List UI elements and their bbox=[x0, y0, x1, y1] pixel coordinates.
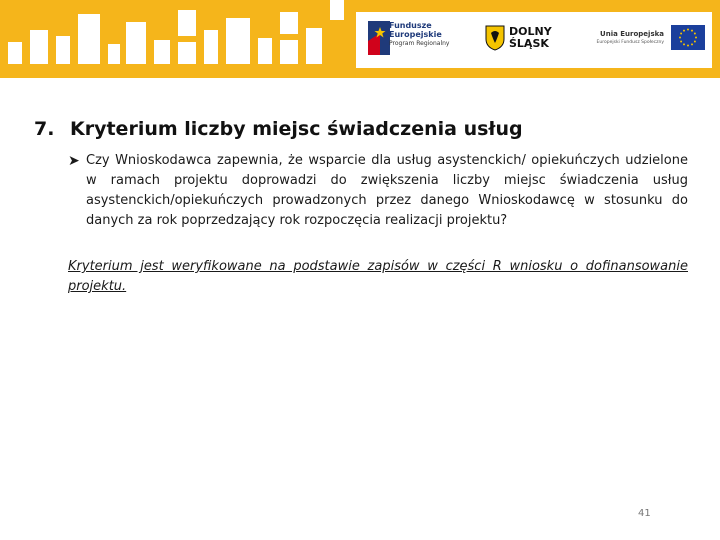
arrow-bullet-icon: ➤ bbox=[68, 153, 80, 169]
question-text: Czy Wnioskodawca zapewnia, że wsparcie dla usług asystenckich/ opiekuńczych udzielone w ramach projektu doprowadzi do zwiększenia liczby miejsc świadczenia usług asystenckich/opiekuńczych prowadzonych przez danego Wnioskodawcę w stosunku do danych za rok poprzedzający rok rozpoczęcia realizacji projektu? bbox=[86, 153, 688, 228]
slide-title bbox=[34, 118, 523, 140]
decor-square bbox=[258, 38, 272, 64]
decor-square bbox=[280, 12, 298, 34]
section-number: 7. bbox=[34, 118, 55, 140]
decor-square bbox=[280, 40, 298, 64]
criterion-question bbox=[68, 151, 688, 231]
header-banner bbox=[0, 0, 720, 78]
page-number: 41 bbox=[638, 508, 651, 519]
decor-square bbox=[154, 40, 170, 64]
european-funds-logo-text: Fundusze Europejskie Program Regionalny bbox=[389, 21, 450, 47]
decor-square bbox=[126, 22, 146, 64]
decor-square bbox=[306, 28, 322, 64]
verification-note: Kryterium jest weryfikowane na podstawie zapisów w części R wniosku o dofinansowanie projektu. bbox=[68, 259, 688, 294]
decor-square bbox=[78, 14, 100, 64]
decor-square bbox=[108, 44, 120, 64]
decor-square bbox=[178, 42, 196, 64]
decor-square bbox=[30, 30, 48, 64]
decor-square bbox=[56, 36, 70, 64]
eu-logo-text: Unia Europejska Europejski Fundusz Społeczny bbox=[596, 30, 664, 45]
decor-square bbox=[178, 10, 196, 36]
decor-square bbox=[330, 0, 344, 20]
eu-flag-icon bbox=[671, 25, 705, 50]
decor-square bbox=[204, 30, 218, 64]
lower-silesia-logo-text: DOLNY ŚLĄSK bbox=[509, 25, 552, 50]
decor-square bbox=[226, 18, 250, 64]
section-title: Kryterium liczby miejsc świadczenia usług bbox=[70, 118, 523, 140]
decor-square bbox=[8, 42, 22, 64]
lower-silesia-crest-icon bbox=[485, 25, 505, 51]
logos-panel bbox=[356, 12, 712, 68]
